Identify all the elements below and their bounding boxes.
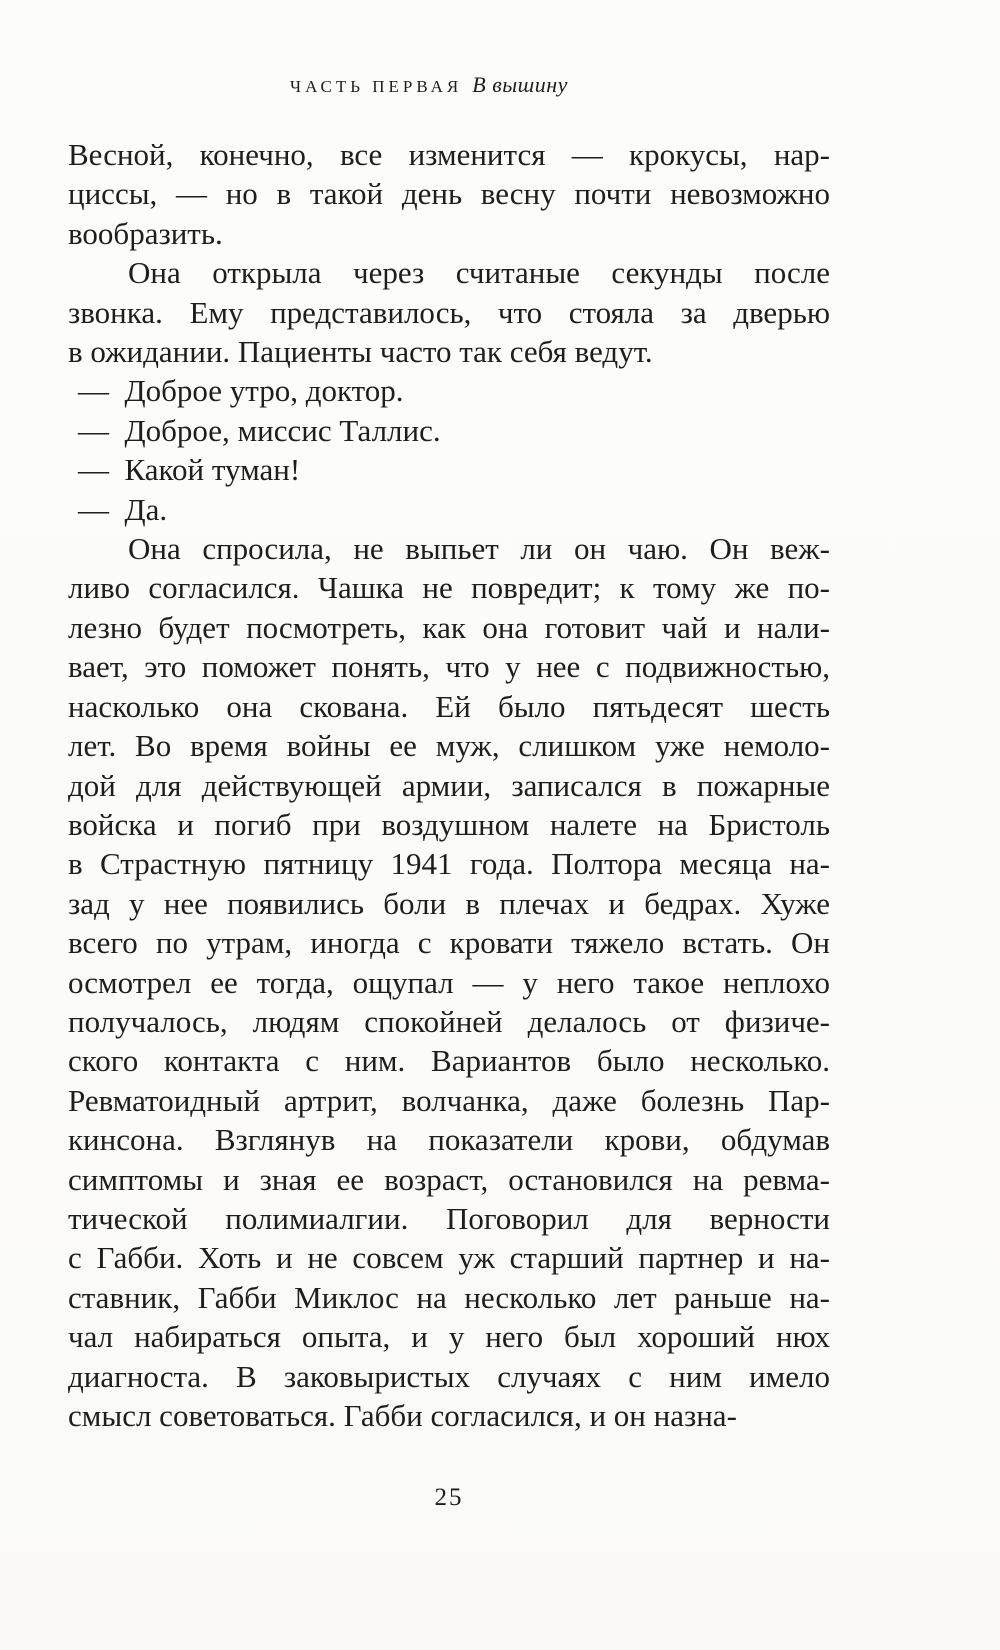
running-header: [48, 72, 810, 98]
text-line: — Доброе утро, доктор.: [78, 373, 404, 409]
text-line: чал набираться опыта, и у него был хороший нюх: [68, 1319, 830, 1355]
text-line: циссы, — но в такой день весну почти невозможно: [68, 176, 830, 212]
part-label: ЧАСТЬ ПЕРВАЯ: [290, 77, 463, 96]
text-line: ставник, Габби Миклос на несколько лет раньше на-: [68, 1279, 830, 1315]
dialogue-paragraph: [68, 371, 830, 410]
text-line: осмотрел ее тогда, ощупал — у него такое неплохо: [68, 964, 830, 1000]
text-line: лет. Во время войны ее муж, слишком уже немоло-: [68, 728, 830, 764]
part-title: В вышину: [472, 72, 568, 97]
page-number: 25: [434, 1484, 464, 1511]
text-line: зад у нее появились боли в плечах и бедрах. Хуже: [68, 885, 830, 921]
paragraph: [68, 135, 830, 253]
text-line: Она открыла через считаные секунды после: [128, 255, 830, 291]
text-line: всего по утрам, иногда с кровати тяжело встать. Он: [68, 925, 830, 961]
paragraph: [68, 253, 830, 371]
text-line: вообразить.: [68, 215, 223, 251]
text-line: Ревматоидный артрит, волчанка, даже болезнь Пар-: [68, 1082, 830, 1118]
text-line: кинсона. Взглянув на показатели крови, обдумав: [68, 1122, 830, 1158]
text-line: Она спросила, не выпьет ли он чаю. Он веж-: [128, 531, 830, 567]
text-line: дой для действующей армии, записался в пожарные: [68, 767, 830, 803]
text-line: — Доброе, миссис Таллис.: [78, 412, 441, 448]
text-line: тической полимиалгии. Поговорил для верности: [68, 1200, 830, 1236]
text-line: получалось, людям спокойней делалось от физиче-: [68, 1003, 830, 1039]
dialogue-paragraph: [68, 490, 830, 529]
text-line: звонка. Ему представилось, что стояла за дверью: [68, 294, 830, 330]
text-line: войска и погиб при воздушном налете на Бристоль: [68, 806, 830, 842]
text-line: ливо согласился. Чашка не повредит; к тому же по-: [68, 570, 830, 606]
paragraph: [68, 529, 830, 1435]
text-line: диагноста. В заковыристых случаях с ним имело: [68, 1358, 830, 1394]
text-line: насколько она скована. Ей было пятьдесят шесть: [68, 688, 830, 724]
dialogue-paragraph: [68, 450, 830, 489]
text-line: в ожидании. Пациенты часто так себя ведут.: [68, 334, 653, 370]
text-line: — Да.: [78, 491, 168, 527]
text-line: ского контакта с ним. Вариантов было несколько.: [68, 1043, 830, 1079]
text-line: вает, это поможет понять, что у нее с подвижностью,: [68, 649, 830, 685]
body-text: [68, 135, 830, 1435]
text-line: с Габби. Хоть и не совсем уж старший партнер и на-: [68, 1240, 830, 1276]
text-line: лезно будет посмотреть, как она готовит чай и нали-: [68, 609, 830, 645]
text-line: — Какой туман!: [78, 452, 301, 488]
text-line: Весной, конечно, все изменится — крокусы, нар-: [68, 137, 830, 172]
text-line: симптомы и зная ее возраст, остановился на ревма-: [68, 1161, 830, 1197]
text-line: в Страстную пятницу 1941 года. Полтора месяца на-: [68, 846, 830, 882]
text-line: смысл советоваться. Габби согласился, и он назна-: [68, 1398, 737, 1433]
dialogue-paragraph: [68, 411, 830, 450]
